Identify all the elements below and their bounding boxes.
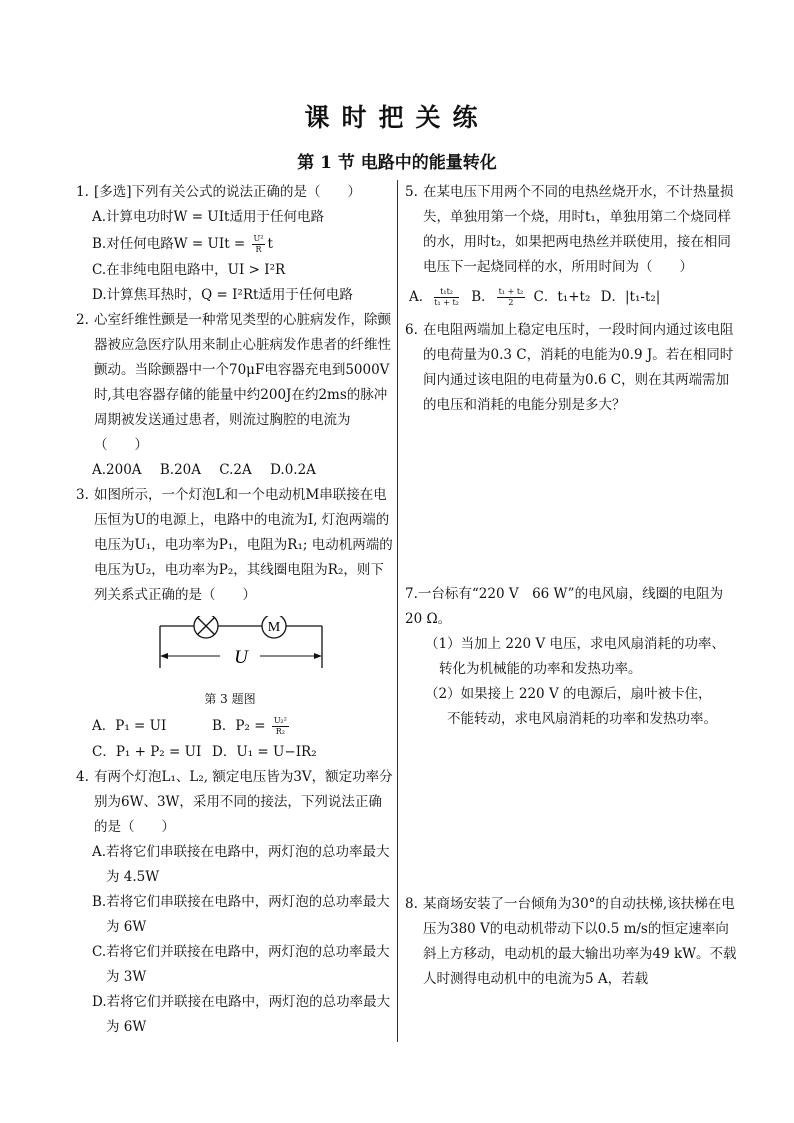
options-row: [405, 280, 740, 314]
question-number: 3.: [76, 487, 89, 503]
section-title: 第 1 节 电路中的能量转化: [297, 153, 497, 173]
question-stem: 在电阻两端加上稳定电压时，一段时间内通过该电阻的电荷量为0.3 C，消耗的电能为0.9 J。若在相同时间内通过该电阻的电荷量为0.6 C，则在其两端需加的电压和消耗的电能分别是多大？: [423, 322, 734, 413]
option-a-label: A．: [409, 289, 433, 305]
fraction: [434, 287, 459, 308]
right-column: [405, 180, 740, 992]
options-row-1: [76, 712, 394, 740]
option-c: C．P₁ + P₂ = UI: [92, 744, 202, 760]
option-a: A.若将它们串联接在电路中，两灯泡的总功率最大为 4.5W: [92, 844, 390, 885]
question-stem: 心室纤维性颤是一种常见类型的心脏病发作，除颤器被应急医疗队用来制止心脏病发作患者的纤维性颤动。当除颤器中一个70μF电容器充电到5000V时,其电容器存储的能量中约200J在约2ms的脉冲周期被发送通过患者，则流过胸腔的电流为（ ）: [94, 312, 391, 453]
fraction-denominator: R: [255, 245, 262, 254]
question-number: 6.: [405, 322, 418, 338]
question-number: 2.: [76, 312, 89, 328]
fraction-denominator: 2: [508, 298, 514, 307]
option-b: [212, 718, 291, 734]
question-number: 5.: [405, 184, 418, 200]
options-row: [76, 458, 394, 483]
circuit-diagram: [156, 616, 326, 678]
lamp-icon: [194, 616, 218, 638]
voltage-label: U: [234, 647, 248, 668]
sub-question-1-line-1: （1）当加上 220 V 电压，求电风扇消耗的功率、: [425, 636, 725, 652]
figure-caption: 第 3 题图: [204, 692, 256, 706]
options-row-2: [76, 740, 394, 765]
question-7: [405, 582, 740, 732]
option-b-text: B．P₂ =: [212, 718, 270, 734]
fraction-numerator: U₂²: [273, 716, 287, 725]
option-d: D.计算焦耳热时，Q = I²Rt适用于任何电路: [92, 287, 353, 303]
fraction: [272, 716, 289, 737]
question-stem: 有两个灯泡L₁、L₂, 额定电压皆为3V，额定功率分别为6W、3W，采用不同的接法，下列说法正确的是（ ）: [94, 769, 393, 835]
option-b-suffix: t: [267, 236, 273, 252]
question-stem: [多选]下列有关公式的说法正确的是（ ）: [94, 184, 362, 200]
fraction-denominator: t₁ + t₂: [434, 298, 459, 307]
page-title: 课时把关练: [304, 103, 490, 132]
sub-question-1: [405, 632, 740, 682]
option-b-text: B.对任何电路W = UIt =: [92, 236, 250, 252]
question-stem: 某商场安装了一台倾角为30°的自动扶梯,该扶梯在电压为380 V的电动机带动下以0.5 m/s的恒定速率向斜上方移动，电动机的最大输出功率为49 kW。不载人时测得电动机中的电流为5 A，若载: [423, 896, 737, 987]
question-2: [76, 308, 394, 458]
option-a: A．P₁ = UI: [92, 718, 167, 734]
option-b-label: B．: [471, 289, 495, 305]
option-b: B.20A: [159, 462, 201, 478]
circuit-figure: [156, 616, 394, 687]
option-d: D.0.2A: [270, 462, 316, 478]
question-stem: 在某电压下用两个不同的电热丝烧开水，不计热量损失，单独用第一个烧，用时t₁，单独用第二个烧同样的水，用时t₂，如果把两电热丝并联使用，接在相同电压下一起烧同样的水，所用时间为（ ）: [423, 184, 734, 275]
fraction-denominator: R₂: [275, 727, 285, 736]
option-c: C.2A: [219, 462, 252, 478]
fraction: [497, 287, 526, 308]
question-8: [405, 892, 740, 992]
sub-question-2-line-2: 不能转动，求电风扇消耗的功率和发热功率。: [447, 711, 717, 727]
fraction-numerator: t₁ + t₂: [498, 287, 524, 296]
sub-question-2-line-1: （2）如果接上 220 V 的电源后，扇叶被卡住，: [425, 686, 712, 702]
option-c: C．t₁+t₂: [533, 289, 591, 305]
question-stem: 7.一台标有“220 V 66 W”的电风扇，线圈的电阻为20 Ω。: [405, 586, 724, 627]
sub-question-1-line-2: 转化为机械能的功率和发热功率。: [439, 661, 642, 677]
fraction: [252, 234, 266, 255]
option-d: D．|t₁-t₂|: [600, 289, 661, 305]
question-stem: 如图所示，一个灯泡L和一个电动机M串联接在电压恒为U的电源上，电路中的电流为I, 灯泡两端的电压为U₁，电功率为P₁，电阻为R₁; 电动机两端的电压为U₂，电功率为P₂，其线圈电阻为R₂，则下列关系式正确的是（ ）: [94, 487, 393, 603]
question-number: 1.: [76, 184, 89, 200]
option-b: [76, 230, 394, 258]
option-a: A.200A: [92, 462, 142, 478]
question-3: [76, 483, 394, 608]
option-d: D．U₁ = U−IR₂: [212, 744, 317, 760]
left-column: [76, 180, 394, 1040]
question-number: 8.: [405, 896, 418, 912]
sub-question-2: [405, 682, 740, 732]
fraction-numerator: U²: [253, 234, 264, 243]
question-number: 4.: [76, 769, 89, 785]
motor-label: M: [267, 620, 281, 635]
question-4: [76, 765, 394, 840]
option-a: A.计算电功时W = UIt适用于任何电路: [92, 209, 324, 225]
option-c: C.在非纯电阻电路中，UI > I²R: [92, 262, 286, 278]
option-c: C.若将它们并联接在电路中，两灯泡的总功率最大为 3W: [92, 944, 390, 985]
column-divider: [397, 180, 398, 1042]
question-6: [405, 318, 740, 418]
question-5: [405, 180, 740, 280]
fraction-numerator: t₁t₂: [434, 287, 459, 298]
question-1: [76, 180, 394, 205]
option-d: D.若将它们并联接在电路中，两灯泡的总功率最大为 6W: [92, 994, 391, 1035]
option-b: B.若将它们串联接在电路中，两灯泡的总功率最大为 6W: [92, 894, 390, 935]
